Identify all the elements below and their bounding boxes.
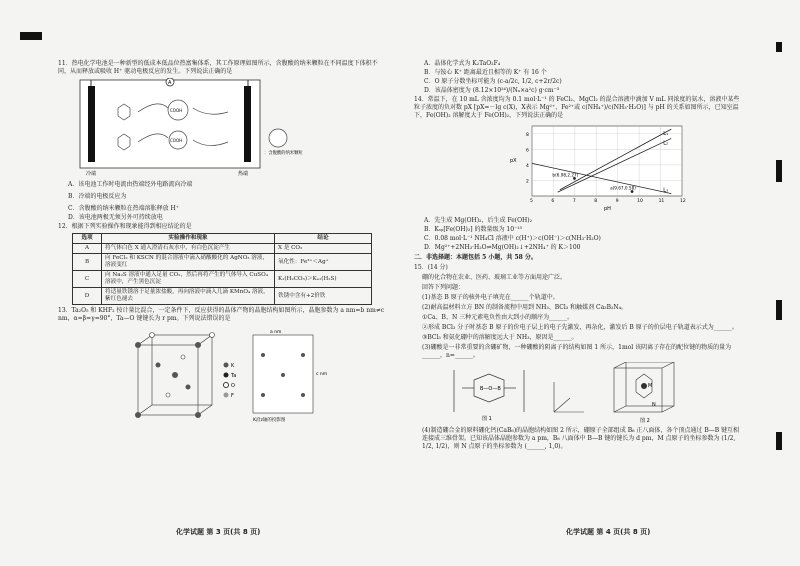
nanoparticle-icon (269, 129, 287, 147)
q11-option-c: C．含腹酸的纳米颗粒在热端溶胀释放 H⁺ (68, 205, 179, 212)
cold-end-label: 冷端 (86, 171, 97, 177)
q11-cell-diagram (78, 78, 318, 178)
y-tick-label: 6 (526, 148, 529, 154)
y-tick-label: 8 (526, 132, 529, 138)
y-axis-label: pX (510, 158, 517, 164)
q15-figures (414, 362, 744, 424)
cold-electrode (88, 86, 95, 162)
point-n-label: N (652, 402, 656, 408)
q13-option-b: B．与铵心 K⁺ 距离最近且相等的 K⁺ 有 16 个 (424, 69, 547, 76)
q11-option-b: B．冷端的电极反应为 (68, 193, 127, 200)
q12-table (72, 233, 372, 305)
annotation-point (573, 177, 576, 180)
table-cell: C (73, 271, 102, 288)
table-cell: B (73, 254, 102, 271)
table-cell: 将适量铁锈溶于足量浓盐酸，再向溶液中滴入几滴 KMnO₄ 溶液，紫红色褪去 (102, 288, 275, 305)
q15-line: 硼的化合物在农业、医药、玻璃工业等方面用途广泛。 (422, 274, 567, 281)
table-cell: 氧化性：Fe³⁺＜Ag⁺ (275, 254, 372, 271)
k-legend-dot (224, 363, 229, 368)
f-legend-label: F (231, 393, 234, 399)
q14-option-b: B．Kₛₚ[Fe(OH)₂] 的数量级为 10⁻¹⁵ (424, 226, 523, 233)
q15-line: 回答下列问题： (422, 284, 465, 291)
left-page (58, 60, 388, 428)
binding-mark (776, 160, 782, 182)
q13-option-c: C．O 原子分数坐标可能为 (c-a/2c, 1/2, c+2r/2c) (424, 78, 562, 85)
q13-stem: 13．Ta₂O₅ 和 KHF₂ 按计量比混合，一定条件下，反应获得的晶体产物的晶胞结构如图所示，晶胞参数为 a nm=b nm≠c nm，α=β=γ=90°，Ta—O 键键长为 r pm。下列说法错误的是 (58, 307, 385, 322)
x-tick-label: 7 (572, 199, 576, 204)
table-row (73, 254, 372, 271)
q13-option-d: D．该晶体密度为 (8.12×10²⁴)/(Nₐ×a²c) g·cm⁻³ (424, 87, 560, 94)
svg-text:COOH: COOH (170, 138, 183, 143)
x-tick-label: 10 (637, 199, 643, 204)
binding-mark (776, 42, 782, 52)
q14-option-c: C．0.08 mol·L⁻¹ NH₄Cl 溶液中 c(H⁺)＞c(OH⁻)＞c(NH₃·H₂O) (424, 235, 601, 242)
x-tick-label: 8 (594, 199, 598, 204)
q13-option-a: A．晶体化学式为 K₂TaO₂F₄ (424, 60, 501, 67)
table-header: 选项 (73, 234, 102, 244)
projection-caption: K沿z轴的投影图 (253, 418, 286, 423)
y-tick-label: 2 (526, 179, 529, 185)
o-legend-dot (224, 383, 229, 388)
plot-area (532, 126, 682, 196)
table-cell: 向 Na₂S 溶液中通入足量 CO₂，然后再将产生的气体导入 CuSO₄ 溶液中，产生黑色沉淀 (102, 271, 275, 288)
projection-axis-label-c: c nm (316, 372, 328, 377)
q12-stem: 12．根据下列实验操作和现象能得到相应结论的是 (58, 223, 192, 230)
q15-line: ③BCl₃ 和氨化硼中的溶解度远大于 NH₃，原因是______。 (422, 334, 578, 341)
x-axis-label: pH (604, 206, 611, 212)
q15-line: ①Ca、B、N 三种元素电负性由大到小的顺序为______。 (422, 314, 574, 321)
q14-option-d: D．Mg²⁺+2NH₃·H₂O⇌Mg(OH)₂↓+2NH₄⁺ 的 K＞100 (424, 244, 581, 251)
figure-1-caption: 图 1 (482, 416, 492, 422)
svg-text:B—O—B: B—O—B (480, 386, 501, 392)
y-tick-label: 4 (526, 163, 529, 169)
scan-registration-mark (20, 32, 42, 40)
svg-text:COOH: COOH (170, 108, 183, 113)
point-m-label: M (648, 383, 653, 389)
x-tick-label: 11 (658, 199, 665, 204)
table-cell: 将气体白色 X 通入澄清石灰水中，有白色沉淀产生 (102, 244, 275, 254)
x-tick-label: 9 (615, 199, 619, 204)
series-label: L₂ (663, 140, 669, 147)
q13-crystal-figure (58, 325, 378, 425)
projection-axis-label: a nm (270, 330, 282, 335)
series-label: L₃ (663, 187, 669, 194)
table-header: 结论 (275, 234, 372, 244)
table-cell: X 是 CO₂ (275, 244, 372, 254)
binding-mark (776, 300, 782, 320)
series-label: L₁ (663, 131, 669, 138)
annotation-point (631, 190, 634, 193)
q15-line: (2)耐高温材料立方 BN 的制备流程中用到 NH₃、BCl₃ 和触媒剂 Ca₃B₂N₄。 (422, 304, 628, 311)
q11-option-a: A．该电池工作时电流由热端经外电路流向冷端 (68, 181, 193, 188)
axes-icon (554, 382, 584, 412)
ta-legend-dot (224, 373, 229, 378)
section-2-title: 二．非选择题：本题包括 5 小题，共 58 分。 (414, 254, 537, 261)
nanoparticle-legend: ：含腹酸的纳米颗粒 (264, 151, 303, 156)
hot-end-label: 热端 (238, 171, 249, 177)
q15-line: ②形成 BCl₃ 分子时基态 B 原子的价电子层上的电子先激发，再杂化，激发后 B 原子的价层电子轨道表示式为______。 (422, 324, 738, 331)
q14-option-a: A．先生成 Mg(OH)₂，后生成 Fe(OH)₂ (424, 217, 532, 224)
q11-option-d: D．该电池两极无须另外可持续放电 (68, 214, 163, 221)
right-page-footer: 化学试题 第 4 页(共 8 页) (566, 528, 651, 536)
figure-2-caption: 图 2 (640, 418, 650, 424)
binding-mark (776, 432, 782, 450)
q14-stem: 14．常温下，在 10 mL 含浓度均为 0.1 mol·L⁻¹ 的 FeCl₂、MgCl₂ 的混合溶液中滴加 V mL 同浓度的氨水，溶液中某些粒子浓度的负对数 pX [pX=－lg c(X)，X表示 Mg²⁺、Fe²⁺或 c(NH₄⁺)/c(NH₃·H₂O)] 与 pH 的关系如图所示，已知室温下，Fe(OH)₂ 溶解度大于 Fe(OH)₂，下列说法正确的是 (414, 96, 740, 119)
table-cell: D (73, 288, 102, 305)
q15-head: 15．(14 分) (414, 264, 448, 271)
left-page-footer: 化学试题 第 3 页(共 8 页) (176, 528, 261, 536)
table-cell: 向 FeCl₂ 和 KSCN 的混合溶液中滴入硝酸酸化的 AgNO₃ 溶液，溶液变红 (102, 254, 275, 271)
q15-line: (4)制造硼合金的原料硼化钙(CaB₆)的晶胞结构如图 2 所示，硼原子全部组成 B₆ 正八面体，各个顶点通过 B—B 键互相连接成三维骨架。已知该晶体晶胞参数为 a pm，B₆ 八面体中 B—B 键的键长为 d pm，M 点原子的坐标参数为 (1/2, 1/2, 1/2)，则 N 点原子的坐标参数为 (______, 1,0)。 (422, 427, 740, 450)
x-tick-label: 5 (530, 199, 533, 204)
f-legend-dot (224, 393, 229, 398)
table-cell: 铁锈中含有+2价铁 (275, 288, 372, 305)
annotation-label: b(6.98,2.27) (552, 172, 579, 178)
table-cell: K₁(H₂CO₃)＞Kₐ₁(H₂S) (275, 271, 372, 288)
x-tick-label: 12 (680, 199, 686, 204)
table-row (73, 271, 372, 288)
table-row (73, 244, 372, 254)
k-legend-label: K (231, 363, 235, 369)
o-legend-label: O (231, 383, 235, 389)
ammeter-label: A (168, 80, 172, 86)
table-header: 实验操作和现象 (102, 234, 275, 244)
q15-line: (3)硼酸是一非常重要的含硼矿物，一种硼酸的阴离子的结构如图 1 所示，1mol 该阴离子存在的配位键的物质的量为______，n=______。 (422, 344, 732, 359)
table-row (73, 288, 372, 305)
right-page (414, 60, 744, 453)
hot-electrode (244, 86, 251, 162)
q11-stem: 11．热电化学电池是一种新型的低成本低品位热富集体系，其工作原理如图所示，含腹酸的纳米颗粒在不同温度下体积不同，从而释放或吸收 H⁺ 驱动电极反应的发生。下列说法正确的是 (58, 60, 378, 75)
annotation-label: a(9.67,0.58) (610, 185, 636, 191)
x-tick-label: 6 (551, 199, 555, 204)
q15-line: (1)基态 B 原子的核外电子填充在______个轨道中。 (422, 294, 559, 301)
q14-ph-chart (504, 122, 704, 214)
ta-legend-label: Ta (231, 373, 237, 379)
table-cell: A (73, 244, 102, 254)
